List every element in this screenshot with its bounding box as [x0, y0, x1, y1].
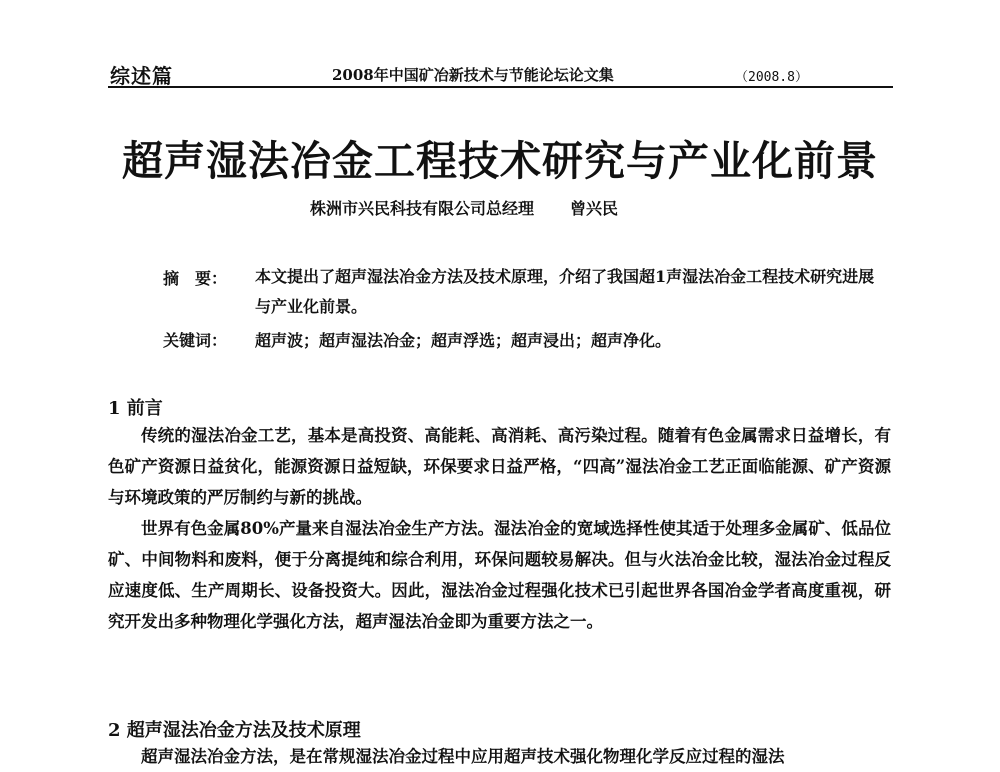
author-affiliation: 株洲市兴民科技有限公司总经理 [310, 199, 535, 218]
section-heading: 1 前言 [108, 398, 163, 419]
keywords-text: 超声波；超声湿法冶金；超声浮选；超声浸出；超声净化。 [255, 331, 672, 350]
author-name: 曾兴民 [570, 199, 619, 218]
paper-title: 超声湿法冶金工程技术研究与产业化前景 [122, 137, 878, 185]
section-heading: 2 超声湿法冶金方法及技术原理 [108, 720, 361, 741]
header-rule [108, 86, 893, 88]
abstract-text: 本文提出了超声湿法冶金方法及技术原理，介绍了我国超1声湿法冶金工程技术研究进展与产业化前景。 [255, 267, 875, 316]
header-section-label: 综述篇 [110, 64, 173, 88]
author-line [310, 196, 618, 219]
abstract-label: 摘 要： [163, 269, 228, 288]
body-paragraph: 传统的湿法冶金工艺，基本是高投资、高能耗、高消耗、高污染过程。随着有色金属需求日益增长，有色矿产资源日益贫化，能源资源日益短缺，环保要求日益严格，“四高”湿法冶金工艺正面临能源、矿产资源与环境政策的严厉制约与新的挑战。 [108, 426, 891, 507]
header-journal-title: 2008年中国矿冶新技术与节能论坛论文集 [332, 66, 614, 84]
keywords-label: 关键词： [163, 331, 228, 350]
body-paragraph: 世界有色金属80%产量来自湿法冶金生产方法。湿法冶金的宽域选择性使其适于处理多金属矿、低品位矿、中间物料和废料，便于分离提纯和综合利用，环保问题较易解决。但与火法冶金比较，湿法冶金过程反应速度低、生产周期长、设备投资大。因此，湿法冶金过程强化技术已引起世界各国冶金学者高度重视，研究开发出多种物理化学强化方法，超声湿法冶金即为重要方法之一。 [108, 519, 891, 631]
body-paragraph: 超声湿法冶金方法，是在常规湿法冶金过程中应用超声技术强化物理化学反应过程的湿法 [141, 747, 785, 766]
header-date: （2008.8） [735, 70, 808, 85]
